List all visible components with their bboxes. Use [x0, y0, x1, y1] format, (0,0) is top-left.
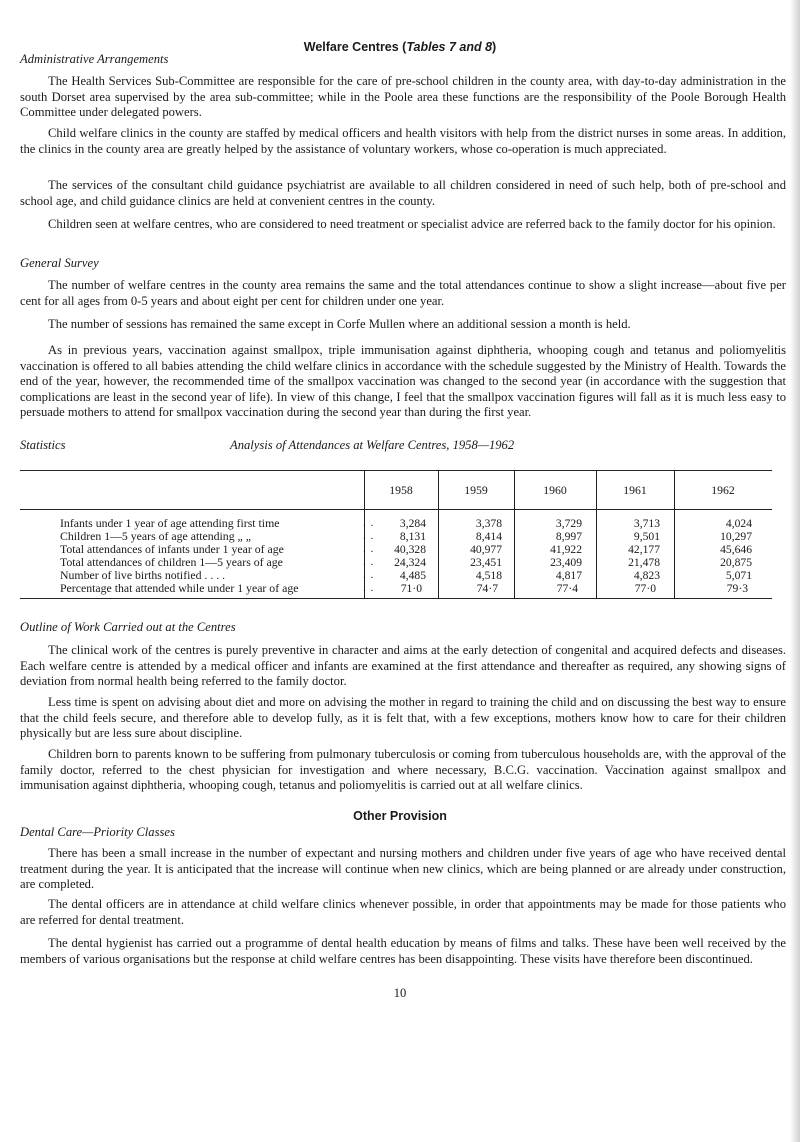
paragraph-dental-1: There has been a small increase in the number of expectant and nursing mothers and children under five years of age who have received dental treatment during the year. It is anticipated that the increase will continue when new clinics, which are being planned or are already under construction, are completed.: [20, 846, 786, 892]
table-cell: 4,823: [633, 569, 660, 582]
table-cell: 74·7: [476, 582, 498, 595]
table-cell: 3,729: [555, 517, 582, 530]
table-cell: 41,922: [550, 543, 582, 556]
table-cell: 40,328: [394, 543, 426, 556]
paragraph-general-2: The number of sessions has remained the same except in Corfe Mullen where an additional session a month is held.: [48, 317, 631, 331]
table-cell: 40,977: [470, 543, 502, 556]
section-heading-dental: Dental Care—Priority Classes: [20, 825, 175, 839]
table-cell: 77·0: [634, 582, 656, 595]
table-cell: 4,518: [475, 569, 502, 582]
paragraph-outline-1: The clinical work of the centres is purely preventive in character and aims at the early detection of congenital and acquired defects and diseases. Each welfare centre is attended by a medical officer and infants are examined at the first attendance and thereafter as required, any showing signs of deviation from normal health being referred to the family doctor.: [20, 643, 786, 689]
table-cell: 71·0: [400, 582, 422, 595]
section-heading-admin: Administrative Arrangements: [20, 52, 169, 66]
table-rule-top: [20, 470, 772, 471]
table-cell: 23,451: [470, 556, 502, 569]
table-cell: 4,817: [555, 569, 582, 582]
column-header-1961: 1961: [623, 483, 647, 497]
paragraph-admin-2: Child welfare clinics in the county are staffed by medical officers and health visitors with help from the district nurses in some areas. In addition, the clinics in the county area are greatly helped by the assistance of voluntary workers, whose co-operation is much appreciated.: [20, 126, 786, 156]
table-cell: 77·4: [556, 582, 578, 595]
table-cell: 45,646: [720, 543, 752, 556]
table-row-dots: . .: [363, 517, 375, 529]
table-cell: 4,024: [725, 517, 752, 530]
table-cell: 24,324: [394, 556, 426, 569]
table-cell: 79·3: [726, 582, 748, 595]
table-cell: 10,297: [720, 530, 752, 543]
table-row-label: Children 1—5 years of age attending „ „: [60, 529, 251, 543]
column-header-1960: 1960: [543, 483, 567, 497]
paragraph-dental-3: The dental hygienist has carried out a programme of dental health education by means of films and talks. These have been well received by the members of various organisations but the response at child welfare centres has been disappointing. These visits have therefore been discontinued.: [20, 936, 786, 966]
table-cell: 3,284: [399, 517, 426, 530]
section-heading-general: General Survey: [20, 256, 99, 270]
section-heading-other-provision: Other Provision: [353, 809, 447, 823]
table-row-dots: . .: [363, 556, 375, 568]
table-cell: 8,414: [475, 530, 502, 543]
table-caption: Analysis of Attendances at Welfare Centres, 1958—1962: [230, 438, 515, 452]
table-row-dots: . .: [363, 582, 375, 594]
paragraph-dental-2: The dental officers are in attendance at child welfare clinics whenever possible, in order that appointments may be made for those patients who are referred for dental treatment.: [20, 897, 786, 927]
paragraph-general-1: The number of welfare centres in the county area remains the same and the total attendances continue to show a slight increase—about five per cent for all ages from 0-5 years and about eight per cent for children under one year.: [20, 278, 786, 308]
table-cell: 9,501: [633, 530, 660, 543]
table-cell: 42,177: [628, 543, 660, 556]
table-row-label: Number of live births notified . . . .: [60, 568, 226, 582]
paragraph-outline-2: Less time is spent on advising about diet and more on advising the mother in regard to training the child and on discussing the best way to ensure that the child feels secure, and therefore able to develop fully, as it is felt that, with a few exceptions, mothers know how to care for their children physically but are less sure about discipline.: [20, 695, 786, 741]
column-header-1962: 1962: [711, 483, 735, 497]
paragraph-admin-3: The services of the consultant child guidance psychiatrist are available to all children considered in need of such help, both of pre-school and school age, and child guidance clinics are held at convenient centres in the county.: [20, 178, 786, 208]
table-cell: 3,713: [633, 517, 660, 530]
paragraph-admin-1: The Health Services Sub-Committee are responsible for the care of pre-school children in the county area, with day-to-day administration in the south Dorset area supervised by the area sub-committee; while in the Poole area these functions are the responsibility of the Poole Borough Health Committee under delegated powers.: [20, 74, 786, 120]
table-cell: 8,131: [399, 530, 426, 543]
column-header-1959: 1959: [464, 483, 488, 497]
section-heading-statistics: Statistics: [20, 438, 66, 452]
page-edge-shadow: [790, 0, 800, 1142]
page-title-text: Welfare Centres (: [303, 40, 407, 54]
table-cell: 5,071: [725, 569, 752, 582]
table-row-label: Total attendances of children 1—5 years of age: [60, 555, 283, 569]
table-rule-bottom: [20, 598, 772, 599]
table-cell: 3,378: [475, 517, 502, 530]
paragraph-general-3: As in previous years, vaccination against smallpox, triple immunisation against diphtheria, whooping cough and tetanus and poliomyelitis vaccination is offered to all babies attending the child welfare clinics in accordance with the schedule suggested by the Ministry of Health. Towards the end of the year, however, the recommended time of the smallpox vaccination was changed to the second year (in accordance with the suggestion that complications are least in the second year of life). In view of this change, I feel that the smallpox vaccination figures will fall as it is much less easy to persuade mothers to attend for smallpox vaccination during the second year than during the first year.: [20, 343, 786, 420]
page-number: 10: [393, 986, 407, 1000]
table-row-label: Percentage that attended while under 1 year of age: [60, 581, 299, 595]
table-cell: 20,875: [720, 556, 752, 569]
table-row-dots: . .: [363, 543, 375, 555]
table-rule-header: [20, 509, 772, 510]
table-cell: 8,997: [555, 530, 582, 543]
column-header-1958: 1958: [389, 483, 413, 497]
page-title-close: ): [492, 40, 497, 54]
section-heading-outline: Outline of Work Carried out at the Centres: [20, 620, 236, 634]
attendance-table: [20, 470, 772, 599]
paragraph-admin-4: Children seen at welfare centres, who are considered to need treatment or specialist advice are referred back to the family doctor for his opinion.: [48, 217, 776, 231]
table-row-dots: . .: [363, 530, 375, 542]
table-cell: 23,409: [550, 556, 582, 569]
table-row-label: Total attendances of infants under 1 year of age: [60, 542, 284, 556]
paragraph-outline-3: Children born to parents known to be suffering from pulmonary tuberculosis or coming from tuberculous households are, with the approval of the family doctor, referred to the chest physician for investigation and where necessary, B.C.G. vaccination. Vaccination against smallpox and immunisation against diphtheria, whooping cough, tetanus and poliomyelitis is carried out at all welfare clinics.: [20, 747, 786, 793]
page-title-tables: Tables 7 and 8: [406, 40, 493, 54]
table-cell: 21,478: [628, 556, 660, 569]
table-cell: 4,485: [399, 569, 426, 582]
table-row-label: Infants under 1 year of age attending first time: [60, 516, 280, 530]
table-row-dots: . .: [363, 569, 375, 581]
